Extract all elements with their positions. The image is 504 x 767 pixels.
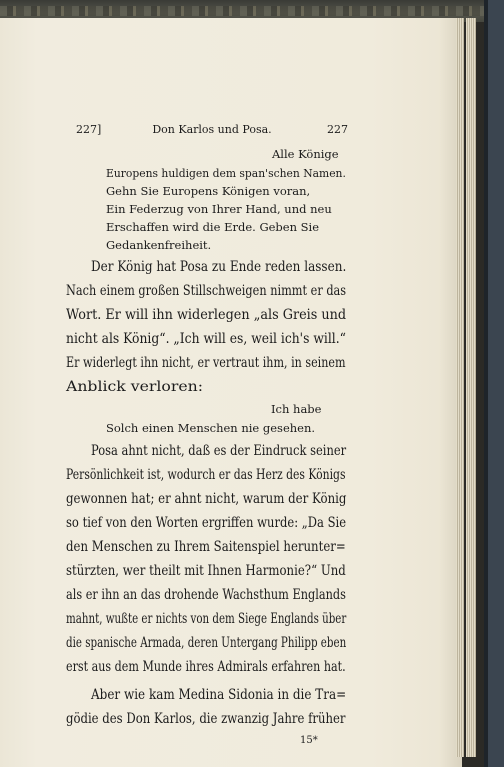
verse-line: Gehn Sie Europens Königen voran, [106, 184, 311, 198]
text-line: Der König hat Posa zu Ende reden lassen. [91, 259, 347, 275]
verse-line: Ich habe [271, 402, 322, 416]
text-line: nicht als König“. „Ich will es, weil ich's will.“ [66, 331, 346, 347]
running-header [76, 123, 348, 139]
text-line: als er ihn an das drohende Wachsthum Englands [66, 587, 346, 603]
text-line: gewonnen hat; er ahnt nicht, warum der König [66, 491, 347, 507]
text-line: Aber wie kam Medina Sidonia in die Tra= [91, 687, 347, 703]
text-line: Wort. Er will ihn widerlegen „als Greis und [66, 307, 347, 323]
running-title: Don Karlos und Posa. [152, 123, 272, 136]
page-stack-edge [456, 18, 464, 757]
verse-line: Erschaffen wird die Erde. Geben Sie [106, 220, 320, 234]
text-line: Er widerlegt ihn nicht, er vertraut ihm, in seinem [66, 355, 346, 371]
verse-line: Solch einen Menschen nie gesehen. [106, 421, 316, 435]
verse-line: Alle Könige [272, 147, 339, 161]
text-line: Nach einem großen Stillschweigen nimmt er das [66, 283, 347, 299]
text-line: mahnt, wußte er nichts von dem Siege Englands über [66, 611, 347, 627]
text-line: Persönlichkeit ist, wodurch er das Herz des Königs [66, 467, 346, 483]
text-line: so tief von den Worten ergriffen wurde: „Da Sie [66, 515, 347, 531]
page-stack-edge [466, 18, 476, 757]
header-left-number: 227] [76, 123, 102, 136]
verse-line: Europens huldigen dem span'schen Namen. [106, 166, 346, 180]
page-number: 227 [327, 123, 348, 136]
text-line: gödie des Don Karlos, die zwanzig Jahre früher [66, 711, 346, 727]
signature-mark: 15* [300, 735, 318, 746]
text-line: die spanische Armada, deren Untergang Philipp eben [66, 635, 347, 651]
text-line: Posa ahnt nicht, daß es der Eindruck seiner [91, 443, 347, 459]
text-line: Anblick verloren: [66, 379, 204, 395]
verse-line: Gedankenfreiheit. [106, 238, 212, 252]
book-cover-edge [484, 0, 504, 767]
text-line: stürzten, wer theilt mit Ihnen Harmonie?“ Und [66, 563, 346, 579]
text-line: den Menschen zu Ihrem Saitenspiel herunter= [66, 539, 346, 555]
text-line: erst aus dem Munde ihres Admirals erfahren hat. [66, 659, 346, 675]
verse-line: Ein Federzug von Ihrer Hand, und neu [106, 202, 332, 216]
